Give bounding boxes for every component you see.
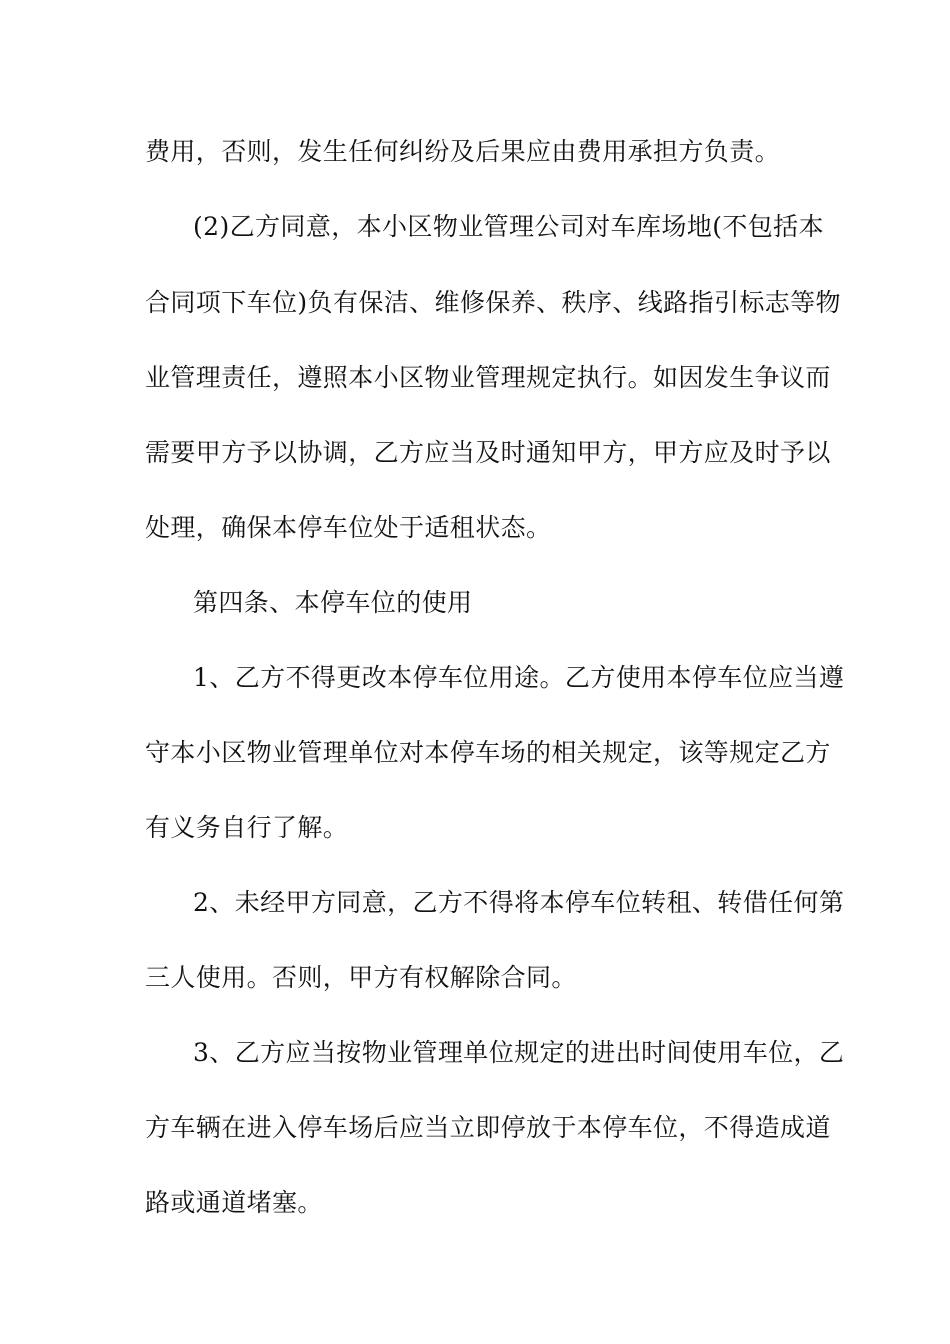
text-line-12: 三人使用。否则，甲方有权解除合同。 [145,963,577,992]
text-line-11: 2、未经甲方同意，乙方不得将本停车位转租、转借任何第 [193,888,845,917]
text-line-5: 需要甲方予以协调，乙方应当及时通知甲方，甲方应及时予以 [145,438,831,467]
text-line-10: 有义务自行了解。 [145,813,349,842]
text-line-13: 3、乙方应当按物业管理单位规定的进出时间使用车位，乙 [193,1038,845,1067]
text-line-15: 路或通道堵塞。 [145,1188,323,1217]
text-line-3: 合同项下车位)负有保洁、维修保养、秩序、线路指引标志等物 [145,288,841,317]
text-line-8: 1、乙方不得更改本停车位用途。乙方使用本停车位应当遵 [193,663,845,692]
section-heading: 第四条、本停车位的使用 [193,588,473,617]
text-line-6: 处理，确保本停车位处于适租状态。 [145,513,552,542]
text-line-14: 方车辆在进入停车场后应当立即停放于本停车位，不得造成道 [145,1113,831,1142]
text-line-4: 业管理责任，遵照本小区物业管理规定执行。如因发生争议而 [145,363,831,392]
text-line-2: (2)乙方同意，本小区物业管理公司对车库场地(不包括本 [193,212,824,241]
text-line-9: 守本小区物业管理单位对本停车场的相关规定，该等规定乙方 [145,738,831,767]
text-line-1: 费用，否则，发生任何纠纷及后果应由费用承担方负责。 [145,137,781,166]
